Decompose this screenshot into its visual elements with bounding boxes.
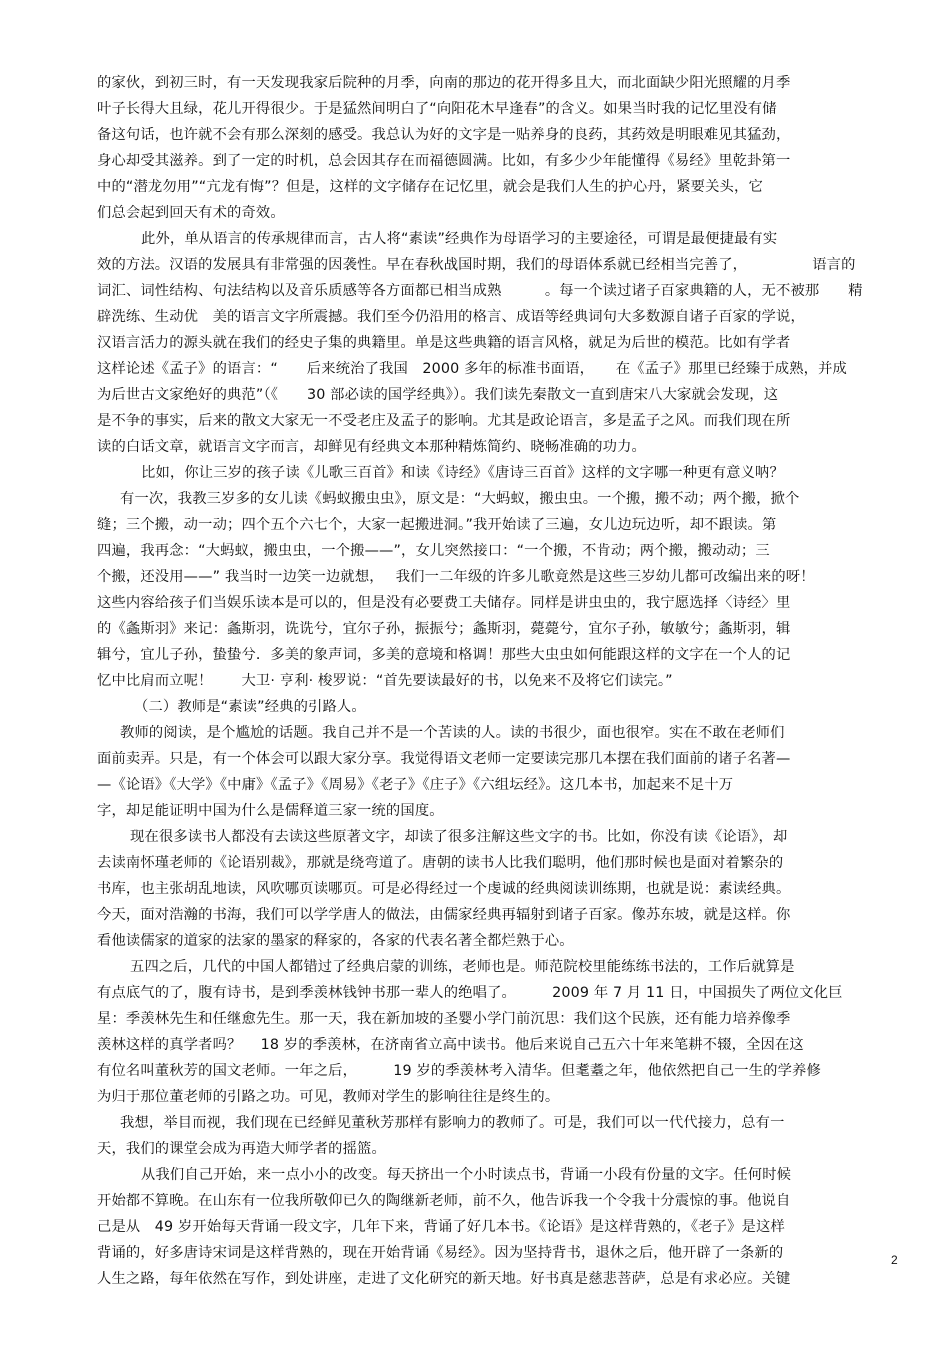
text-line: 从我们自己开始，来一点小小的改变。每天挤出一个小时读点书，背诵一小段有份量的文字。任何时候 xyxy=(141,1167,792,1183)
text-line: 面前卖弄。只是，有一个体会可以跟大家分享。我觉得语文老师一定要读完那几本摆在我们面前的诸子名著— xyxy=(97,751,791,767)
text-line: 有位名叫董秋芳的国文老师。一年之后， 19 岁的季羡林考入清华。但耄耋之年，他依然把自己一生的学养修 xyxy=(97,1063,821,1079)
text-line: 们总会起到回天有术的奇效。 xyxy=(97,205,285,221)
text-line: 现在很多读书人都没有去读这些原著文字，却读了很多注解这些文字的书。比如，你没有读《论语》，却 xyxy=(130,829,788,845)
text-line: 五四之后，几代的中国人都错过了经典启蒙的训练，老师也是。师范院校里能练练书法的，工作后就算是 xyxy=(130,959,795,975)
text-line: 看他读儒家的道家的法家的墨家的释家的，各家的代表名著全都烂熟于心。 xyxy=(97,933,574,949)
text-line: 辟洗练、生动优 美的语言文字所震撼。我们至今仍沿用的格言、成语等经典词句大多数源自诸子百家的学说， xyxy=(97,309,805,325)
text-line: 是不争的事实，后来的散文大家无一不受老庄及孟子的影响。尤其是政论语言，多是孟子之风。而我们现在所 xyxy=(97,413,791,429)
text-line: 为后世古文家绝好的典范”（《 30 部必读的国学经典》）。我们读先秦散文一直到唐宋八大家就会发现，这 xyxy=(97,387,779,403)
page-number: 2 xyxy=(891,1253,898,1267)
text-line: 辑兮，宜儿子孙，蛰蛰兮．多美的象声词，多美的意境和格调！那些大虫虫如何能跟这样的文字在一个人的记 xyxy=(97,647,791,663)
text-line: 去读南怀瑾老师的《论语别裁》，那就是绕弯道了。唐朝的读书人比我们聪明，他们那时候也是面对着繁杂的 xyxy=(97,855,784,871)
text-line: 的《螽斯羽》来记：螽斯羽，诜诜兮，宜尔子孙，振振兮；螽斯羽，薨薨兮，宜尔子孙，敏敏兮；螽斯羽，辑 xyxy=(97,621,791,637)
text-line: 此外，单从语言的传承规律而言，古人将“素读”经典作为母语学习的主要途径，可谓是最便捷最有实 xyxy=(141,231,778,247)
text-line: 效的方法。汉语的发展具有非常强的因袭性。早在春秋战国时期，我们的母语体系就已经相当完善了， 语言的 xyxy=(97,257,856,273)
text-line: 星：季羡林先生和任继愈先生。那一天，我在新加坡的圣婴小学门前沉思：我们这个民族，还有能力培养像季 xyxy=(97,1011,791,1027)
text-line: —《论语》《大学》《中庸》《孟子》《周易》《老子》《庄子》《六组坛经》。这几本书，加起来不足十万 xyxy=(97,777,734,793)
text-line: 教师的阅读，是个尴尬的话题。我自己并不是一个苦读的人。读的书很少，面也很窄。实在不敢在老师们 xyxy=(120,725,785,741)
text-line: 备这句话，也许就不会有那么深刻的感受。我总认为好的文字是一贴养身的良药，其药效是明眼难见其猛劲， xyxy=(97,127,791,143)
text-line: 忆中比肩而立呢！ 大卫· 亨利· 梭罗说：“首先要读最好的书，以免来不及将它们读完。” xyxy=(97,673,673,689)
text-line: 背诵的，好多唐诗宋词是这样背熟的，现在开始背诵《易经》。因为坚持背书，退休之后，他开辟了一条新的 xyxy=(97,1245,784,1261)
text-line: 有一次，我教三岁多的女儿读《蚂蚁搬虫虫》，原文是：“大蚂蚁，搬虫虫。一个搬，搬不动；两个搬，掀个 xyxy=(120,491,800,507)
text-line: 人生之路，每年依然在写作，到处讲座，走进了文化研究的新天地。好书真是慈悲菩萨，总是有求必应。关键 xyxy=(97,1271,791,1287)
text-line: 羡林这样的真学者吗？ 18 岁的季羡林，在济南省立高中读书。他后来说自己五六十年来笔耕不辍，全因在这 xyxy=(97,1037,804,1053)
text-line: 字，却足能证明中国为什么是儒释道三家一统的国度。 xyxy=(97,803,444,819)
text-line: 今天，面对浩瀚的书海，我们可以学学唐人的做法，由儒家经典再辐射到诸子百家。像苏东坡，就是这样。你 xyxy=(97,907,791,923)
text-line: 比如，你让三岁的孩子读《儿歌三百首》和读《诗经》《唐诗三百首》这样的文字哪一种更有意义呐？ xyxy=(141,465,784,481)
text-line: 个搬，还没用——” 我当时一边笑一边就想， 我们一二年级的许多儿歌竟然是这些三岁幼儿都可改编出来的呀！ xyxy=(97,569,815,585)
text-line: 为归于那位董老师的引路之功。可见，教师对学生的影响往往是终生的。 xyxy=(97,1089,560,1105)
text-line: 的家伙，到初三时，有一天发现我家后院种的月季，向南的那边的花开得多且大，而北面缺少阳光照耀的月季 xyxy=(97,75,791,91)
section-heading: （二）教师是“素读”经典的引路人。 xyxy=(134,699,366,715)
text-line: 四遍，我再念：“大蚂蚁，搬虫虫，一个搬——”，女儿突然接口：“一个搬，不肯动；两个搬，搬动动；三 xyxy=(97,543,770,559)
text-line: 词汇、词性结构、句法结构以及音乐质感等各方面都已相当成熟 。每一个读过诸子百家典籍的人，无不被那 精 xyxy=(97,283,863,299)
text-line: 开始都不算晚。在山东有一位我所敬仰已久的陶继新老师，前不久，他告诉我一个令我十分震惊的事。他说自 xyxy=(97,1193,791,1209)
text-line: 己是从 49 岁开始每天背诵一段文字，几年下来，背诵了好几本书。《论语》是这样背熟的，《老子》是这样 xyxy=(97,1219,785,1235)
text-line: 有点底气的了，腹有诗书，是到季羡林钱钟书那一辈人的绝唱了。 2009 年 7 月 11 日，中国损失了两位文化巨 xyxy=(97,985,843,1001)
text-line: 这样论述《孟子》的语言：“ 后来统治了我国 2000 多年的标准书面语， 在《孟子》那里已经臻于成熟，并成 xyxy=(97,361,847,377)
text-line: 这些内容给孩子们当娱乐读本是可以的，但是没有必要费工夫储存。同样是讲虫虫的，我宁愿选择〈诗经〉里 xyxy=(97,595,791,611)
text-line: 天，我们的课堂会成为再造大师学者的摇篮。 xyxy=(97,1141,386,1157)
text-line: 我想，举目而视，我们现在已经鲜见董秋芳那样有影响力的教师了。可是，我们可以一代代接力，总有一 xyxy=(120,1115,785,1131)
text-line: 书库，也主张胡乱地读，风吹哪页读哪页。可是必得经过一个虔诚的经典阅读训练期，也就是说：素读经典。 xyxy=(97,881,791,897)
text-line: 叶子长得大且绿，花儿开得很少。于是猛然间明白了“向阳花木早逢春”的含义。如果当时我的记忆里没有储 xyxy=(97,101,777,117)
text-line: 缝；三个搬，动一动；四个五个六七个，大家一起搬进洞。”我开始读了三遍，女儿边玩边听，却不跟读。第 xyxy=(97,517,777,533)
text-line: 身心却受其滋养。到了一定的时机，总会因其存在而福德圆满。比如，有多少少年能懂得《易经》里乾卦第一 xyxy=(97,153,791,169)
text-line: 读的白话文章，就语言文字而言，却鲜见有经典文本那种精炼简约、晓畅准确的功力。 xyxy=(97,439,646,455)
text-line: 汉语言活力的源头就在我们的经史子集的典籍里。单是这些典籍的语言风格，就足为后世的模范。比如有学者 xyxy=(97,335,791,351)
text-line: 中的“潜龙勿用”“亢龙有悔”？但是，这样的文字储存在记忆里，就会是我们人生的护心丹，紧要关头，它 xyxy=(97,179,763,195)
